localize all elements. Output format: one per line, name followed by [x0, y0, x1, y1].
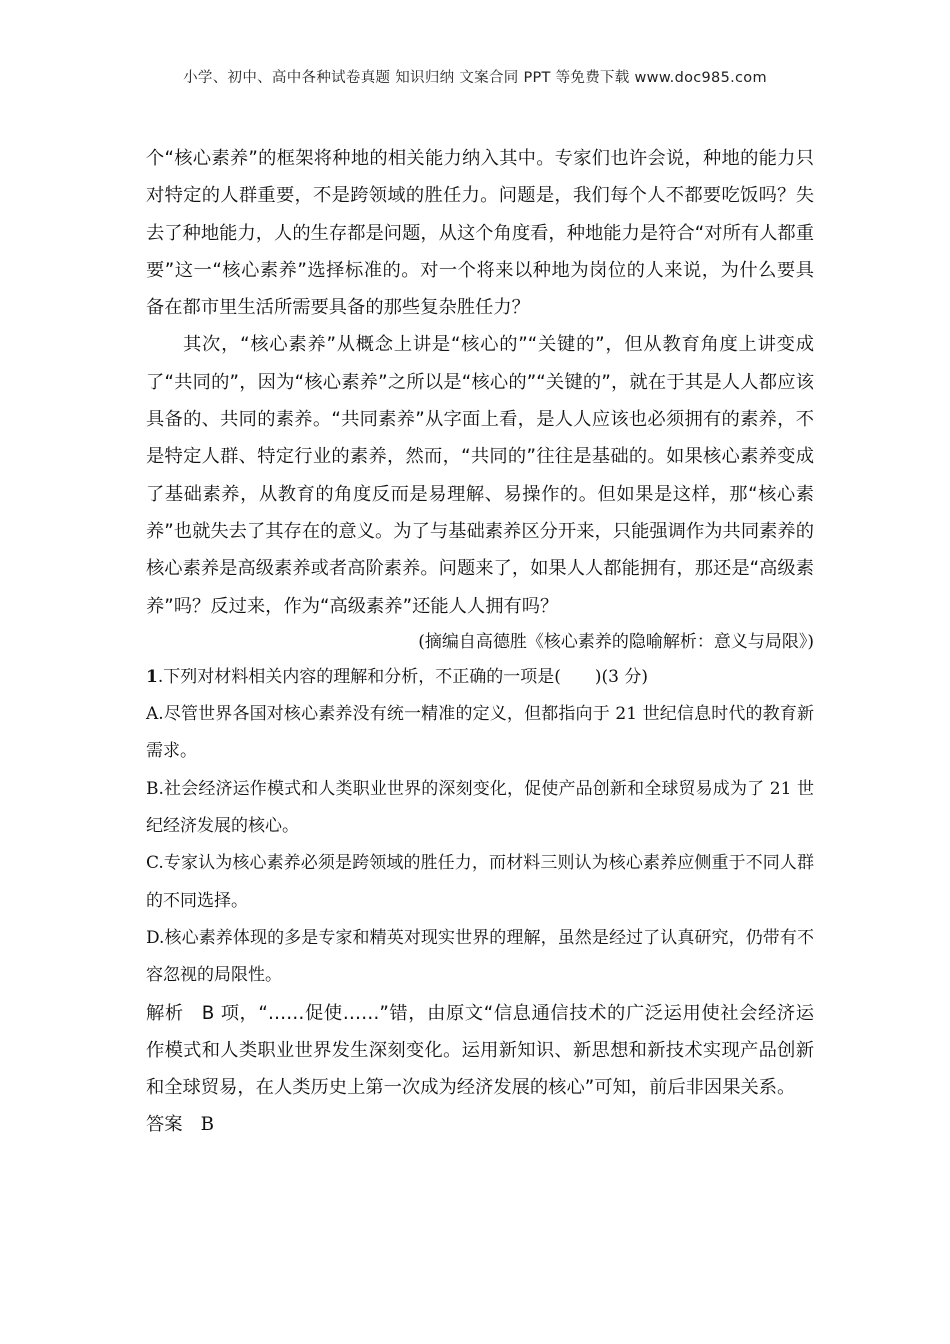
passage-source: (摘编自高德胜《核心素养的隐喻解析：意义与局限》) — [418, 631, 814, 652]
question-stem — [146, 659, 814, 696]
answer-label: 答案 — [146, 1114, 183, 1136]
question-text: .下列对材料相关内容的理解和分析，不正确的一项是( )(3 分) — [157, 666, 648, 687]
analysis — [146, 995, 814, 1107]
analysis-label: 解析 — [146, 1002, 184, 1024]
option-a: A.尽管世界各国对核心素养没有统一精准的定义，但都指向于 21 世纪信息时代的教育新需求。 — [146, 704, 814, 762]
page-header: 小学、初中、高中各种试卷真题 知识归纳 文案合同 PPT 等免费下载 www.doc985.com — [183, 70, 767, 86]
passage-paragraph-2: 其次，“核心素养”从概念上讲是“核心的”“关键的”，但从教育角度上讲变成了“共同的”，因为“核心素养”之所以是“核心的”“关键的”，就在于其是人人都应该具备的、共同的素养。“共同素养”从字面上看，是人人应该也必须拥有的素养，不是特定人群、特定行业的素养，然而，“共同的”往往是基础的。如果核心素养变成了基础素养，从教育的角度反而是易理解、易操作的。但如果是这样，那“核心素养”也就失去了其存在的意义。为了与基础素养区分开来，只能强调作为共同素养的核心素养是高级素养或者高阶素养。问题来了，如果人人都能拥有，那还是“高级素养”吗？反过来，作为“高级素养”还能人人拥有吗？ — [146, 334, 814, 617]
answer-value: B — [200, 1114, 214, 1136]
passage-paragraph-1: 个“核心素养”的框架将种地的相关能力纳入其中。专家们也许会说，种地的能力只对特定的人群重要，不是跨领域的胜任力。问题是，我们每个人不都要吃饭吗？失去了种地能力，人的生存都是问题，从这个角度看，种地能力是符合“对所有人都重要”这一“核心素养”选择标准的。对一个将来以种地为岗位的人来说，为什么要具备在都市里生活所需要具备的那些复杂胜任力？ — [146, 148, 814, 319]
option-c: C.专家认为核心素养必须是跨领域的胜任力，而材料三则认为核心素养应侧重于不同人群的不同选择。 — [146, 853, 814, 911]
option-d: D.核心素养体现的多是专家和精英对现实世界的理解，虽然是经过了认真研究，仍带有不容忽视的局限性。 — [146, 927, 814, 986]
option-b: B.社会经济运作模式和人类职业世界的深刻变化，促使产品创新和全球贸易成为了 21 世纪经济发展的核心。 — [146, 778, 814, 837]
analysis-text: B 项，“……促使……”错，由原文“信息通信技术的广泛运用使社会经济运作模式和人类职业世界发生深刻变化。运用新知识、新思想和新技术实现产品创新和全球贸易，在人类历史上第一次成为经济发展的核心”可知，前后非因果关系。 — [146, 1002, 815, 1099]
document-body — [146, 140, 814, 1144]
question-number: 1 — [146, 666, 158, 687]
answer — [146, 1106, 814, 1143]
